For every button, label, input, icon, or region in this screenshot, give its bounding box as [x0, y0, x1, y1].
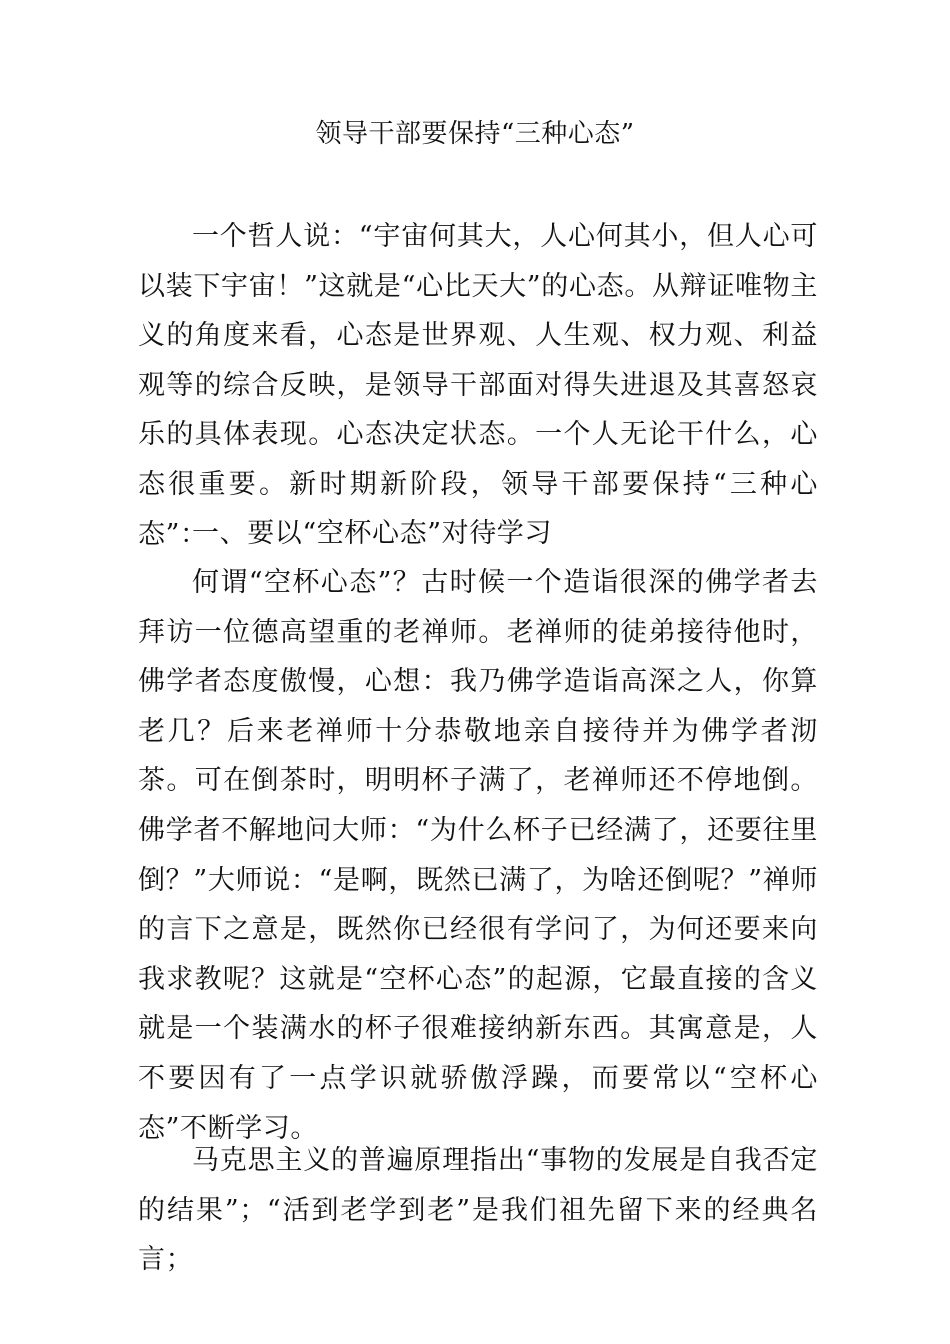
- document-title: 领导干部要保持“三种心态”: [315, 119, 635, 149]
- section-heading-1: 一、要以“空杯心态”对待学习: [192, 518, 553, 549]
- paragraph-intro: 一个哲人说：“宇宙何其大，人心何其小，但人心可以装下宇宙！”这就是“心比天大”的心态。从辩证唯物主义的角度来看，心态是世界观、人生观、权力观、利益观等的综合反映，是领导干部面对得失进退及其喜怒哀乐的具体表现。心态决定状态。一个人无论干什么，心态很重要。新时期新阶段，领导干部要保持“三种心态”：: [138, 221, 818, 550]
- paragraph-marxism: 马克思主义的普遍原理指出“事物的发展是自我否定的结果”；“活到老学到老”是我们祖先留下来的经典名言；: [138, 1145, 818, 1276]
- paragraph-empty-cup-story: 何谓“空杯心态”？古时候一个造诣很深的佛学者去拜访一位德高望重的老禅师。老禅师的徒弟接待他时，佛学者态度傲慢，心想：我乃佛学造诣高深之人，你算老几？后来老禅师十分恭敬地亲自接待并为佛学者沏茶。可在倒茶时，明明杯子满了，老禅师还不停地倒。佛学者不解地问大师：“为什么杯子已经满了，还要往里倒？”大师说：“是啊，既然已满了，为啥还倒呢？”禅师的言下之意是，既然你已经很有学问了，为何还要来向我求教呢？这就是“空杯心态”的起源，它最直接的含义就是一个装满水的杯子很难接纳新东西。其寓意是，人不要因有了一点学识就骄傲浮躁，而要常以“空杯心态”不断学习。: [138, 567, 818, 1144]
